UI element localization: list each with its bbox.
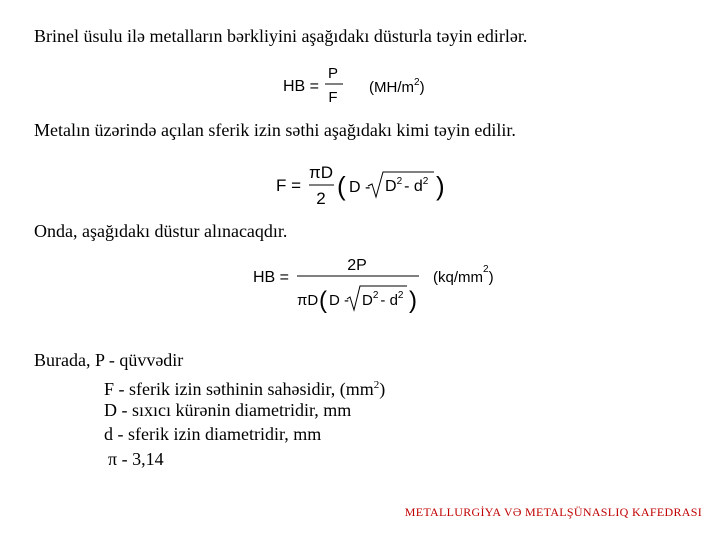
formula3-numerator: 2P [347,257,367,274]
brinell-formula [283,64,443,113]
formula3-unit: $(kq/mm^2)$ [433,264,494,286]
formula3-den-open: ( [319,287,327,314]
formula2-numerator: πD [308,163,334,182]
legend-f: F - sferik izin səthinin sahəsidir, $(mm^2)$ [104,379,386,399]
formula3-den-d: D - [329,292,349,309]
formula2-lhs: F = [276,176,302,195]
formula2-denominator: 2 [316,189,326,208]
footer-department: METALLURGİYA VƏ METALŞÜNASLIQ KAFEDRASI [404,505,702,519]
formula1-unit: $(MH/m^2)$ [369,77,425,96]
formula1-denominator: F [328,89,338,106]
legend-p: Burada, P - qüvvədir [34,350,184,370]
hardness-formula-graphic [253,255,503,317]
legend-d-lower: d - sferik izin diametridir, mm [104,424,322,444]
formula3-lhs: HB = [253,269,290,286]
formula3-den-close: ) [409,287,417,314]
legend-d-upper: D - sıxıcı kürənin diametridir, mm [104,400,352,420]
intro-text: Brinel üsulu ilə metalların bərkliyini aşağıdakı düsturla təyin edirlər. [34,26,528,46]
surface-area-formula-graphic [276,160,456,210]
formula2-root: $D^2 - d^2$ [385,176,429,195]
formula3-den-pi: πD [297,292,319,309]
formula1-numerator: P [327,65,339,82]
formula2-close-paren: ) [436,171,445,201]
legend-pi: π - 3,14 [108,449,164,469]
formula1-lhs: HB = [283,78,320,95]
surface-area-formula [276,160,456,215]
formula2-d-term: D - [349,179,371,196]
brinell-formula-graphic [283,64,443,108]
sphere-text: Metalın üzərində açılan sferik izin səthi aşağıdakı kimi təyin edilir. [34,120,516,140]
formula2-open-paren: ( [337,171,346,201]
hardness-formula [253,255,503,322]
formula3-root: $D^2 - d^2$ [362,290,404,309]
then-text: Onda, aşağıdakı düstur alınacaqdır. [34,221,288,241]
